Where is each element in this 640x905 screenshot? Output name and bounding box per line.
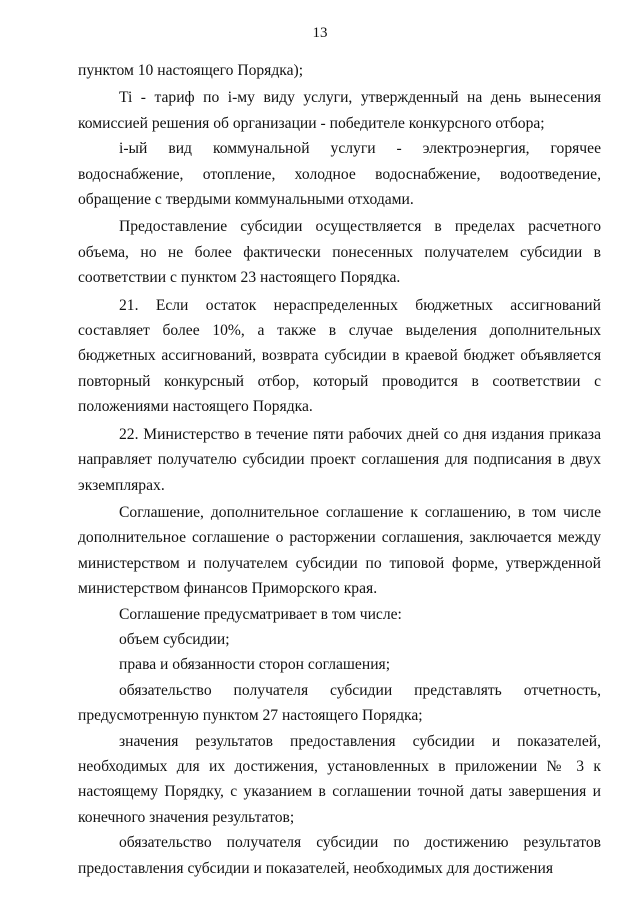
paragraph: Соглашение предусматривает в том числе: <box>119 605 402 623</box>
paragraph: Ti - тариф по i-му виду услуги, утвержденный на день вынесения комиссией решения об организации - победителе конкурсного отбора; <box>78 89 601 132</box>
paragraph: Предоставление субсидии осуществляется в пределах расчетного объема, но не более фактически понесенных получателем субсидии в соответствии с пунктом 23 настоящего Порядка. <box>78 218 601 287</box>
list-item: права и обязанности сторон соглашения; <box>119 656 391 674</box>
list-item: обязательство получателя субсидии по достижению результатов предоставления субсидии и показателей, необходимых для достижения <box>78 834 601 877</box>
paragraph: пунктом 10 настоящего Порядка); <box>78 62 304 79</box>
list-item: значения результатов предоставления субсидии и показателей, необходимых для их достижения, установленных в приложении № 3 к настоящему Порядку, с указанием в соглашении точной даты завершения и конечного значения результатов; <box>78 732 601 826</box>
list-item: объем субсидии; <box>119 630 230 648</box>
paragraph: Соглашение, дополнительное соглашение к соглашению, в том числе дополнительное соглашение о расторжении соглашения, заключается между министерством и получателем субсидии по типовой форме, утвержденной министерством финансов Приморского края. <box>78 503 601 598</box>
paragraph: 21. Если остаток нераспределенных бюджетных ассигнований составляет более 10%, а также в случае выделения дополнительных бюджетных ассигнований, возврата субсидии в краевой бюджет объявляется повторный конкурсный отбор, который проводится в соответствии с положениями настоящего Порядка. <box>78 296 601 416</box>
paragraph: 22. Министерство в течение пяти рабочих дней со дня издания приказа направляет получателю субсидии проект соглашения для подписания в двух экземплярах. <box>78 425 601 494</box>
document-body <box>78 58 601 881</box>
list-item: обязательство получателя субсидии представлять отчетность, предусмотренную пунктом 27 настоящего Порядка; <box>78 681 601 725</box>
page-number: 13 <box>312 25 328 41</box>
paragraph: i-ый вид коммунальной услуги - электроэнергия, горячее водоснабжение, отопление, холодное водоснабжение, водоотведение, обращение с твердыми коммунальными отходами. <box>78 140 601 209</box>
